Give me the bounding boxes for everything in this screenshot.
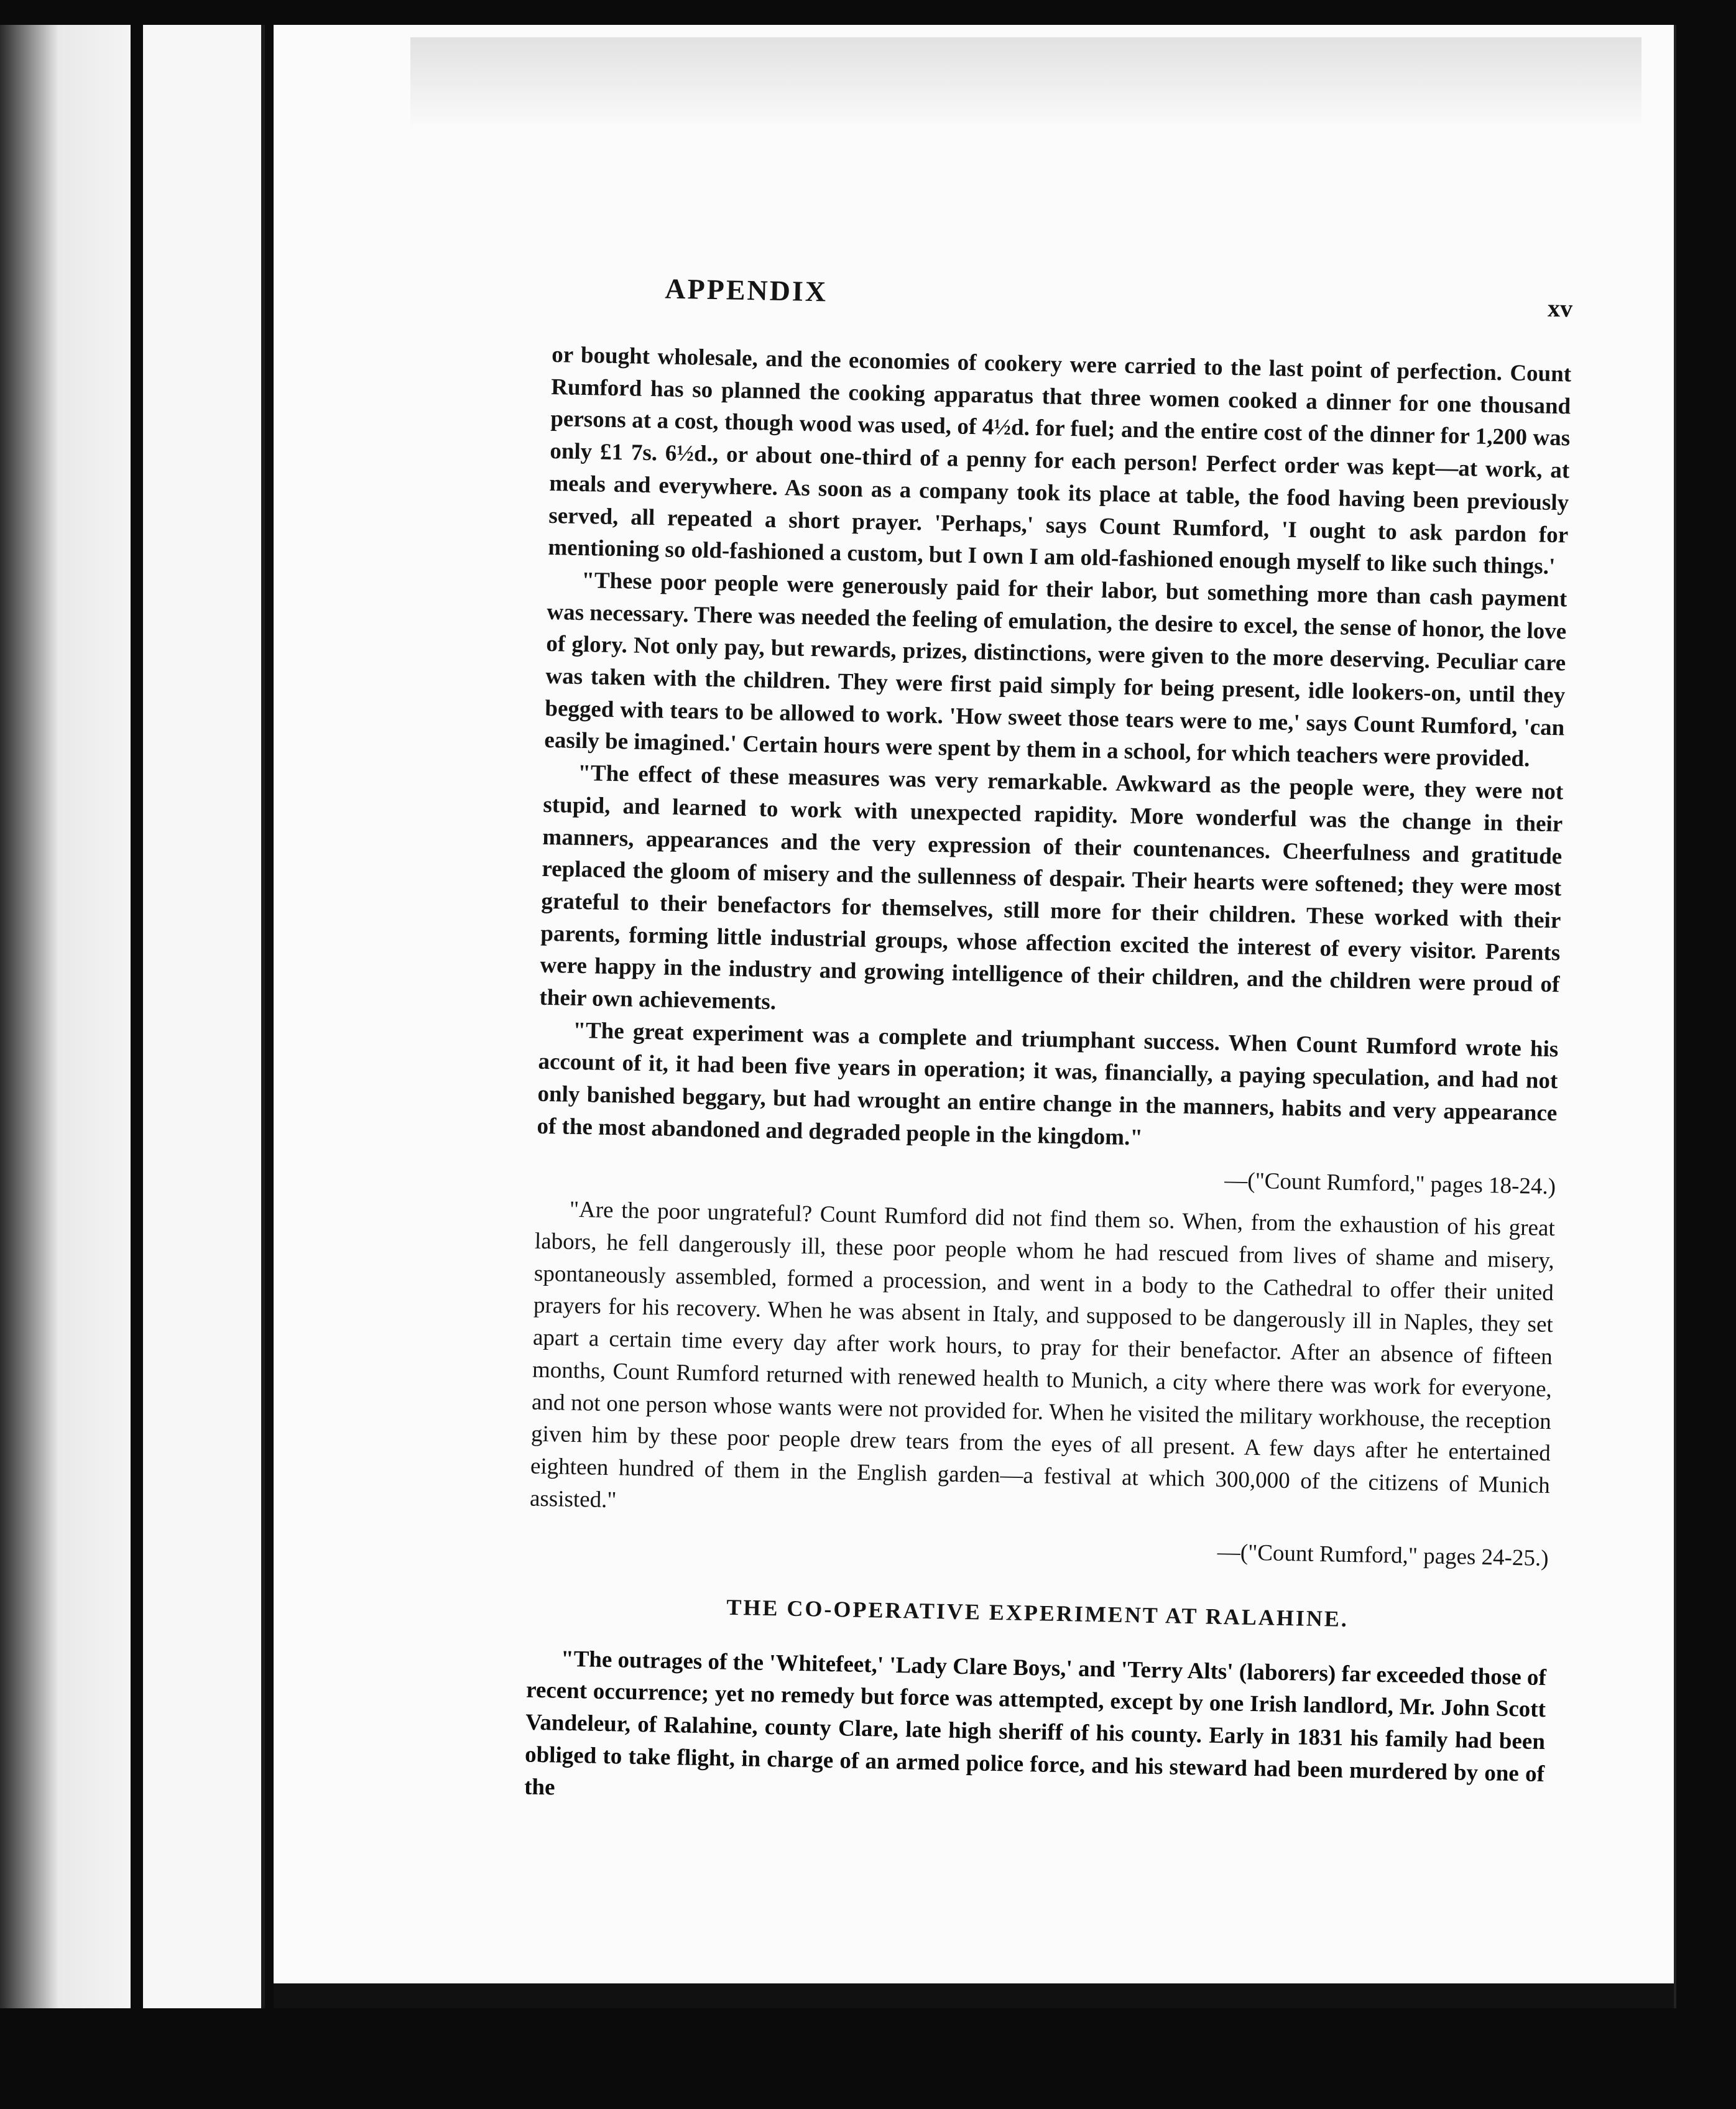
page-text-block	[524, 270, 1573, 1822]
paragraph: or bought wholesale, and the economies of cookery were carried to the last point of perfection. Count Rumford has so planned the cooking apparatus that three women cooked a dinner for one thousand persons at a cost, though wood was used, of 4½d. for fuel; and the entire cost of the dinner for 1,200 was only £1 7s. 6½d., or about one-third of a penny for each person! Perfect order was kept—at work, at meals and everywhere. As soon as a company took its place at table, the food having been previously served, all repeated a short prayer. 'Perhaps,' says Count Rumford, 'I ought to ask pardon for mentioning so old-fashioned a custom, but I own I am old-fashioned enough myself to like such things.'	[548, 341, 1572, 580]
running-head: APPENDIX	[664, 272, 828, 308]
paragraph: "Are the poor ungrateful? Count Rumford did not find them so. When, from the exhaustion of his great labors, he fell dangerously ill, these poor people whom he had rescued from lives of shame and misery, spontaneously assembled, formed a procession, and went in a body to the Cathedral to offer their united prayers for his recovery. When he was absent in Italy, and supposed to be dangerously ill in Naples, they set apart a certain time every day after work hours, to pray for their benefactor. After an absence of fifteen months, Count Rumford returned with renewed health to Munich, a city where there was work for everyone, and not one person whose wants were not provided for. When he visited the military workhouse, the reception given him by these poor people drew tears from the eyes of all present. A few days after he entertained eighteen hundred of them in the English garden—a festival at which 300,000 of the citizens of Munich assisted."	[529, 1197, 1556, 1513]
section-heading: THE CO-OPERATIVE EXPERIMENT AT RALAHINE.	[726, 1594, 1349, 1631]
citation: —("Count Rumford," pages 18-24.)	[1224, 1167, 1556, 1199]
citation: —("Count Rumford," pages 24-25.)	[1217, 1539, 1549, 1572]
scan-shadow	[410, 37, 1641, 131]
book-spine-edge	[0, 25, 131, 2008]
paragraph: "The effect of these measures was very remarkable. Awkward as the people were, they were not stupid, and learned to work with unexpected rapidity. More wonderful was the change in their manners, appearances and the very expression of their countenances. Cheerfulness and gratitude replaced the gloom of misery and the sullenness of despair. Their hearts were softened; they were most grateful to their benefactors for themselves, still more for their children. These worked with their parents, forming little industrial groups, whose affection excited the interest of every visitor. Parents were happy in the industry and growing intelligence of their children, and the children were proud of their own achievements.	[539, 760, 1564, 1015]
paragraph: "The outrages of the 'Whitefeet,' 'Lady Clare Boys,' and 'Terry Alts' (laborers) far exceeded those of recent occurrence; yet no remedy but force was attempted, except by one Irish landlord, Mr. John Scott Vandeleur, of Ralahine, county Clare, late high sheriff of his county. Early in 1831 his family had been obliged to take flight, in charge of an armed police force, and his steward had been murdered by one of the	[524, 1646, 1547, 1801]
page-number: xv	[1547, 293, 1573, 323]
paragraph: "These poor people were generously paid for their labor, but something more than cash payment was necessary. There was needed the feeling of emulation, the desire to excel, the sense of honor, the love of glory. Not only pay, but rewards, prizes, distinctions, were given to the more deserving. Peculiar care was taken with the children. They were first paid simply for being present, idle lookers-on, until they begged with tears to be allowed to work. 'How sweet those tears were to me,' says Count Rumford, 'can easily be imagined.' Certain hours were spent by them in a school, for which teachers were provided.	[544, 567, 1567, 772]
scanned-page	[274, 25, 1676, 2008]
paragraph: "The great experiment was a complete and triumphant success. When Count Rumford wrote his account of it, it had been five years in operation; it was, financially, a paying speculation, and had not only banished beggary, but had wrought an entire change in the manners, habits and very appearance of the most abandoned and degraded people in the kingdom."	[537, 1017, 1559, 1151]
facing-page-edge	[143, 25, 265, 2008]
scan-border	[274, 1983, 1674, 2008]
